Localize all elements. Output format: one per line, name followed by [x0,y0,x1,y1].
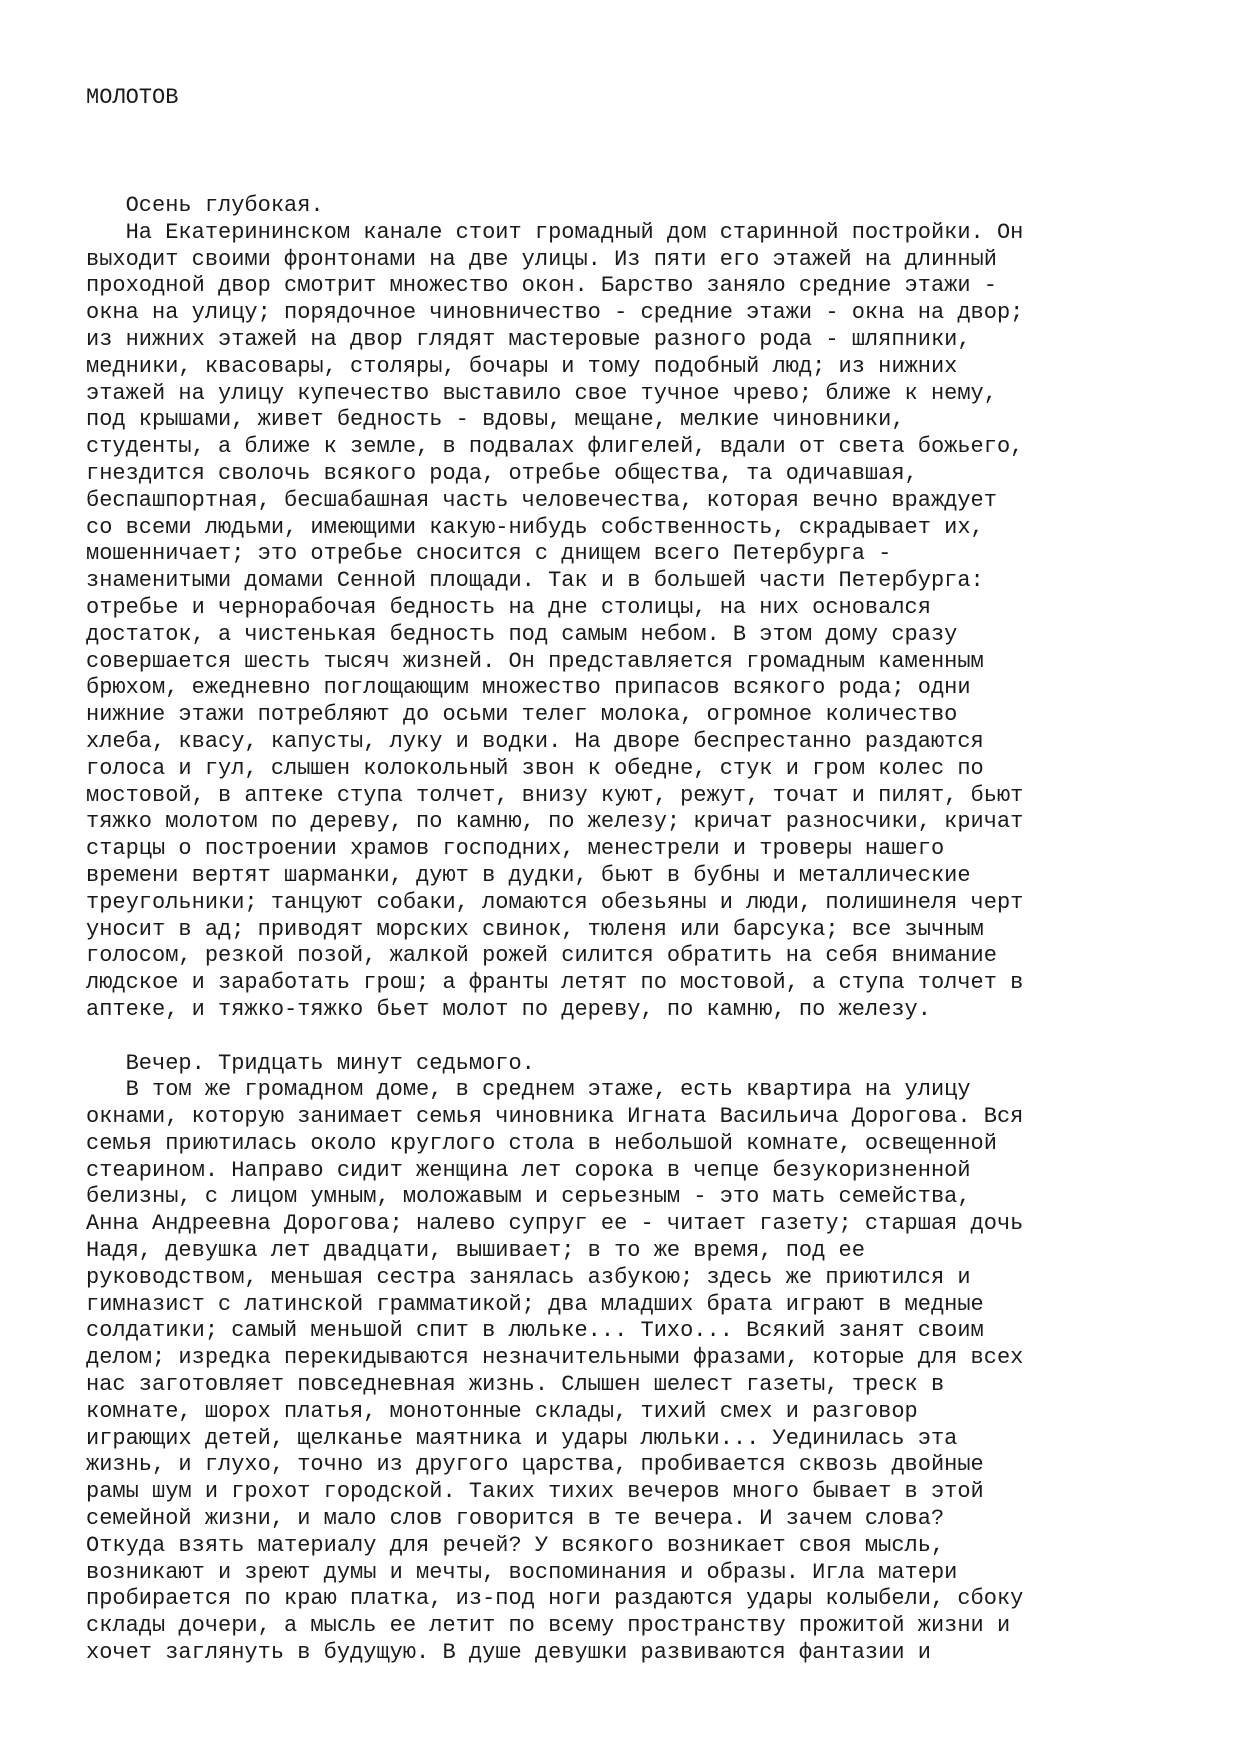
text-line: голоса и гул, слышен колокольный звон к обедне, стук и гром колес по [86,755,984,781]
text-line: гнездится сволочь всякого рода, отребье общества, та одичавшая, [86,460,918,486]
text-line: Надя, девушка лет двадцати, вышивает; в то же время, под ее [86,1238,865,1264]
text-line: студенты, а ближе к земле, в подвалах флигелей, вдали от света божьего, [86,434,1024,460]
text-line: медники, квасовары, столяры, бочары и тому подобный люд; из нижних [86,353,958,379]
text-line: Вечер. Тридцать минут седьмого. [86,1050,535,1076]
text-line: стеарином. Направо сидит женщина лет сорока в чепце безукоризненной [86,1157,971,1183]
document-body [86,193,1023,1667]
text-line: нижние этажи потребляют до осьми телег молока, огромное количество [86,702,958,728]
text-line: мошенничает; это отребье сносится с днищем всего Петербурга - [86,541,892,567]
text-line: под крышами, живет бедность - вдовы, мещане, мелкие чиновники, [86,407,905,433]
text-line: солдатики; самый меньшой спит в люльке... Тихо... Всякий занят своим [86,1318,984,1344]
text-line: возникают и зреют думы и мечты, воспоминания и образы. Игла матери [86,1559,958,1585]
text-line: На Екатерининском канале стоит громадный дом старинной постройки. Он [86,219,1024,245]
text-line: беспашпортная, бесшабашная часть человечества, которая вечно враждует [86,487,997,513]
text-line: выходит своими фронтонами на две улицы. Из пяти его этажей на длинный [86,246,997,272]
text-line: людское и заработать грош; а франты летят по мостовой, а ступа толчет в [86,970,1024,996]
text-line: комнате, шорох платья, монотонные склады, тихий смех и разговор [86,1398,918,1424]
text-line: этажей на улицу купечество выставило свое тучное чрево; ближе к нему, [86,380,997,406]
text-line: времени вертят шарманки, дуют в дудки, бьют в бубны и металлические [86,862,971,888]
text-line: старцы о построении храмов господних, менестрели и троверы нашего [86,836,945,862]
text-line: брюхом, ежедневно поглощающим множество припасов всякого рода; одни [86,675,971,701]
text-line: играющих детей, щелканье маятника и удары люльки... Уединилась эта [86,1425,958,1451]
text-line: мостовой, в аптеке ступа толчет, внизу куют, режут, точат и пилят, бьют [86,782,1024,808]
text-line: жизнь, и глухо, точно из другого царства, пробивается сквозь двойные [86,1452,984,1478]
text-line: окнами, которую занимает семья чиновника Игната Васильича Дорогова. Вся [86,1104,1024,1130]
text-line: В том же громадном доме, в среднем этаже, есть квартира на улицу [86,1077,971,1103]
document-title: МОЛОТОВ [86,85,179,110]
text-line: делом; изредка перекидываются незначительными фразами, которые для всех [86,1345,1024,1371]
text-line: рамы шум и грохот городской. Таких тихих вечеров много бывает в этой [86,1479,984,1505]
text-line: голосом, резкой позой, жалкой рожей силится обратить на себя внимание [86,943,997,969]
text-line: белизны, с лицом умным, моложавым и серьезным - это мать семейства, [86,1184,971,1210]
text-line: Осень глубокая. [86,193,324,218]
text-line: отребье и чернорабочая бедность на дне столицы, на них основался [86,594,931,620]
text-line: семья приютилась около круглого стола в небольшой комнате, освещенной [86,1130,997,1156]
text-line: склады дочери, а мысль ее летит по всему пространству прожитой жизни и [86,1613,1011,1639]
text-line: знаменитыми домами Сенной площади. Так и в большей части Петербурга: [86,568,984,594]
text-line: Откуда взять материалу для речей? У всякого возникает своя мысль, [86,1532,945,1558]
paragraph-gap [86,1024,1023,1051]
text-line: со всеми людьми, имеющими какую-нибудь собственность, скрадывает их, [86,514,984,540]
text-line: треугольники; танцуют собаки, ломаются обезьяны и люди, полишинеля черт [86,889,1024,915]
text-line: хочет заглянуть в будущую. В душе девушки развиваются фантазии и [86,1640,931,1666]
text-line: совершается шесть тысяч жизней. Он представляется громадным каменным [86,648,984,674]
text-line: тяжко молотом по дереву, по камню, по железу; кричат разносчики, кричат [86,809,1024,835]
text-line: аптеке, и тяжко-тяжко бьет молот по дереву, по камню, по железу. [86,996,931,1022]
text-line: пробирается по краю платка, из-под ноги раздаются удары колыбели, сбоку [86,1586,1024,1612]
text-line: Анна Андреевна Дорогова; налево супруг ее - читает газету; старшая дочь [86,1211,1024,1237]
text-line: нас заготовляет повседневная жизнь. Слышен шелест газеты, треск в [86,1372,945,1398]
text-line: из нижних этажей на двор глядят мастеровые разного рода - шляпники, [86,326,971,352]
text-line: достаток, а чистенькая бедность под самым небом. В этом дому сразу [86,621,958,647]
text-line: проходной двор смотрит множество окон. Барство заняло средние этажи - [86,273,997,299]
text-line: руководством, меньшая сестра занялась азбукою; здесь же приютился и [86,1264,971,1290]
text-line: уносит в ад; приводят морских свинок, тюленя или барсука; все зычным [86,916,984,942]
text-line: гимназист с латинской грамматикой; два младших брата играют в медные [86,1291,984,1317]
text-line: окна на улицу; порядочное чиновничество - средние этажи - окна на двор; [86,300,1024,326]
text-line: семейной жизни, и мало слов говорится в те вечера. И зачем слова? [86,1506,945,1532]
text-line: хлеба, квасу, капусты, луку и водки. На дворе беспрестанно раздаются [86,728,984,754]
